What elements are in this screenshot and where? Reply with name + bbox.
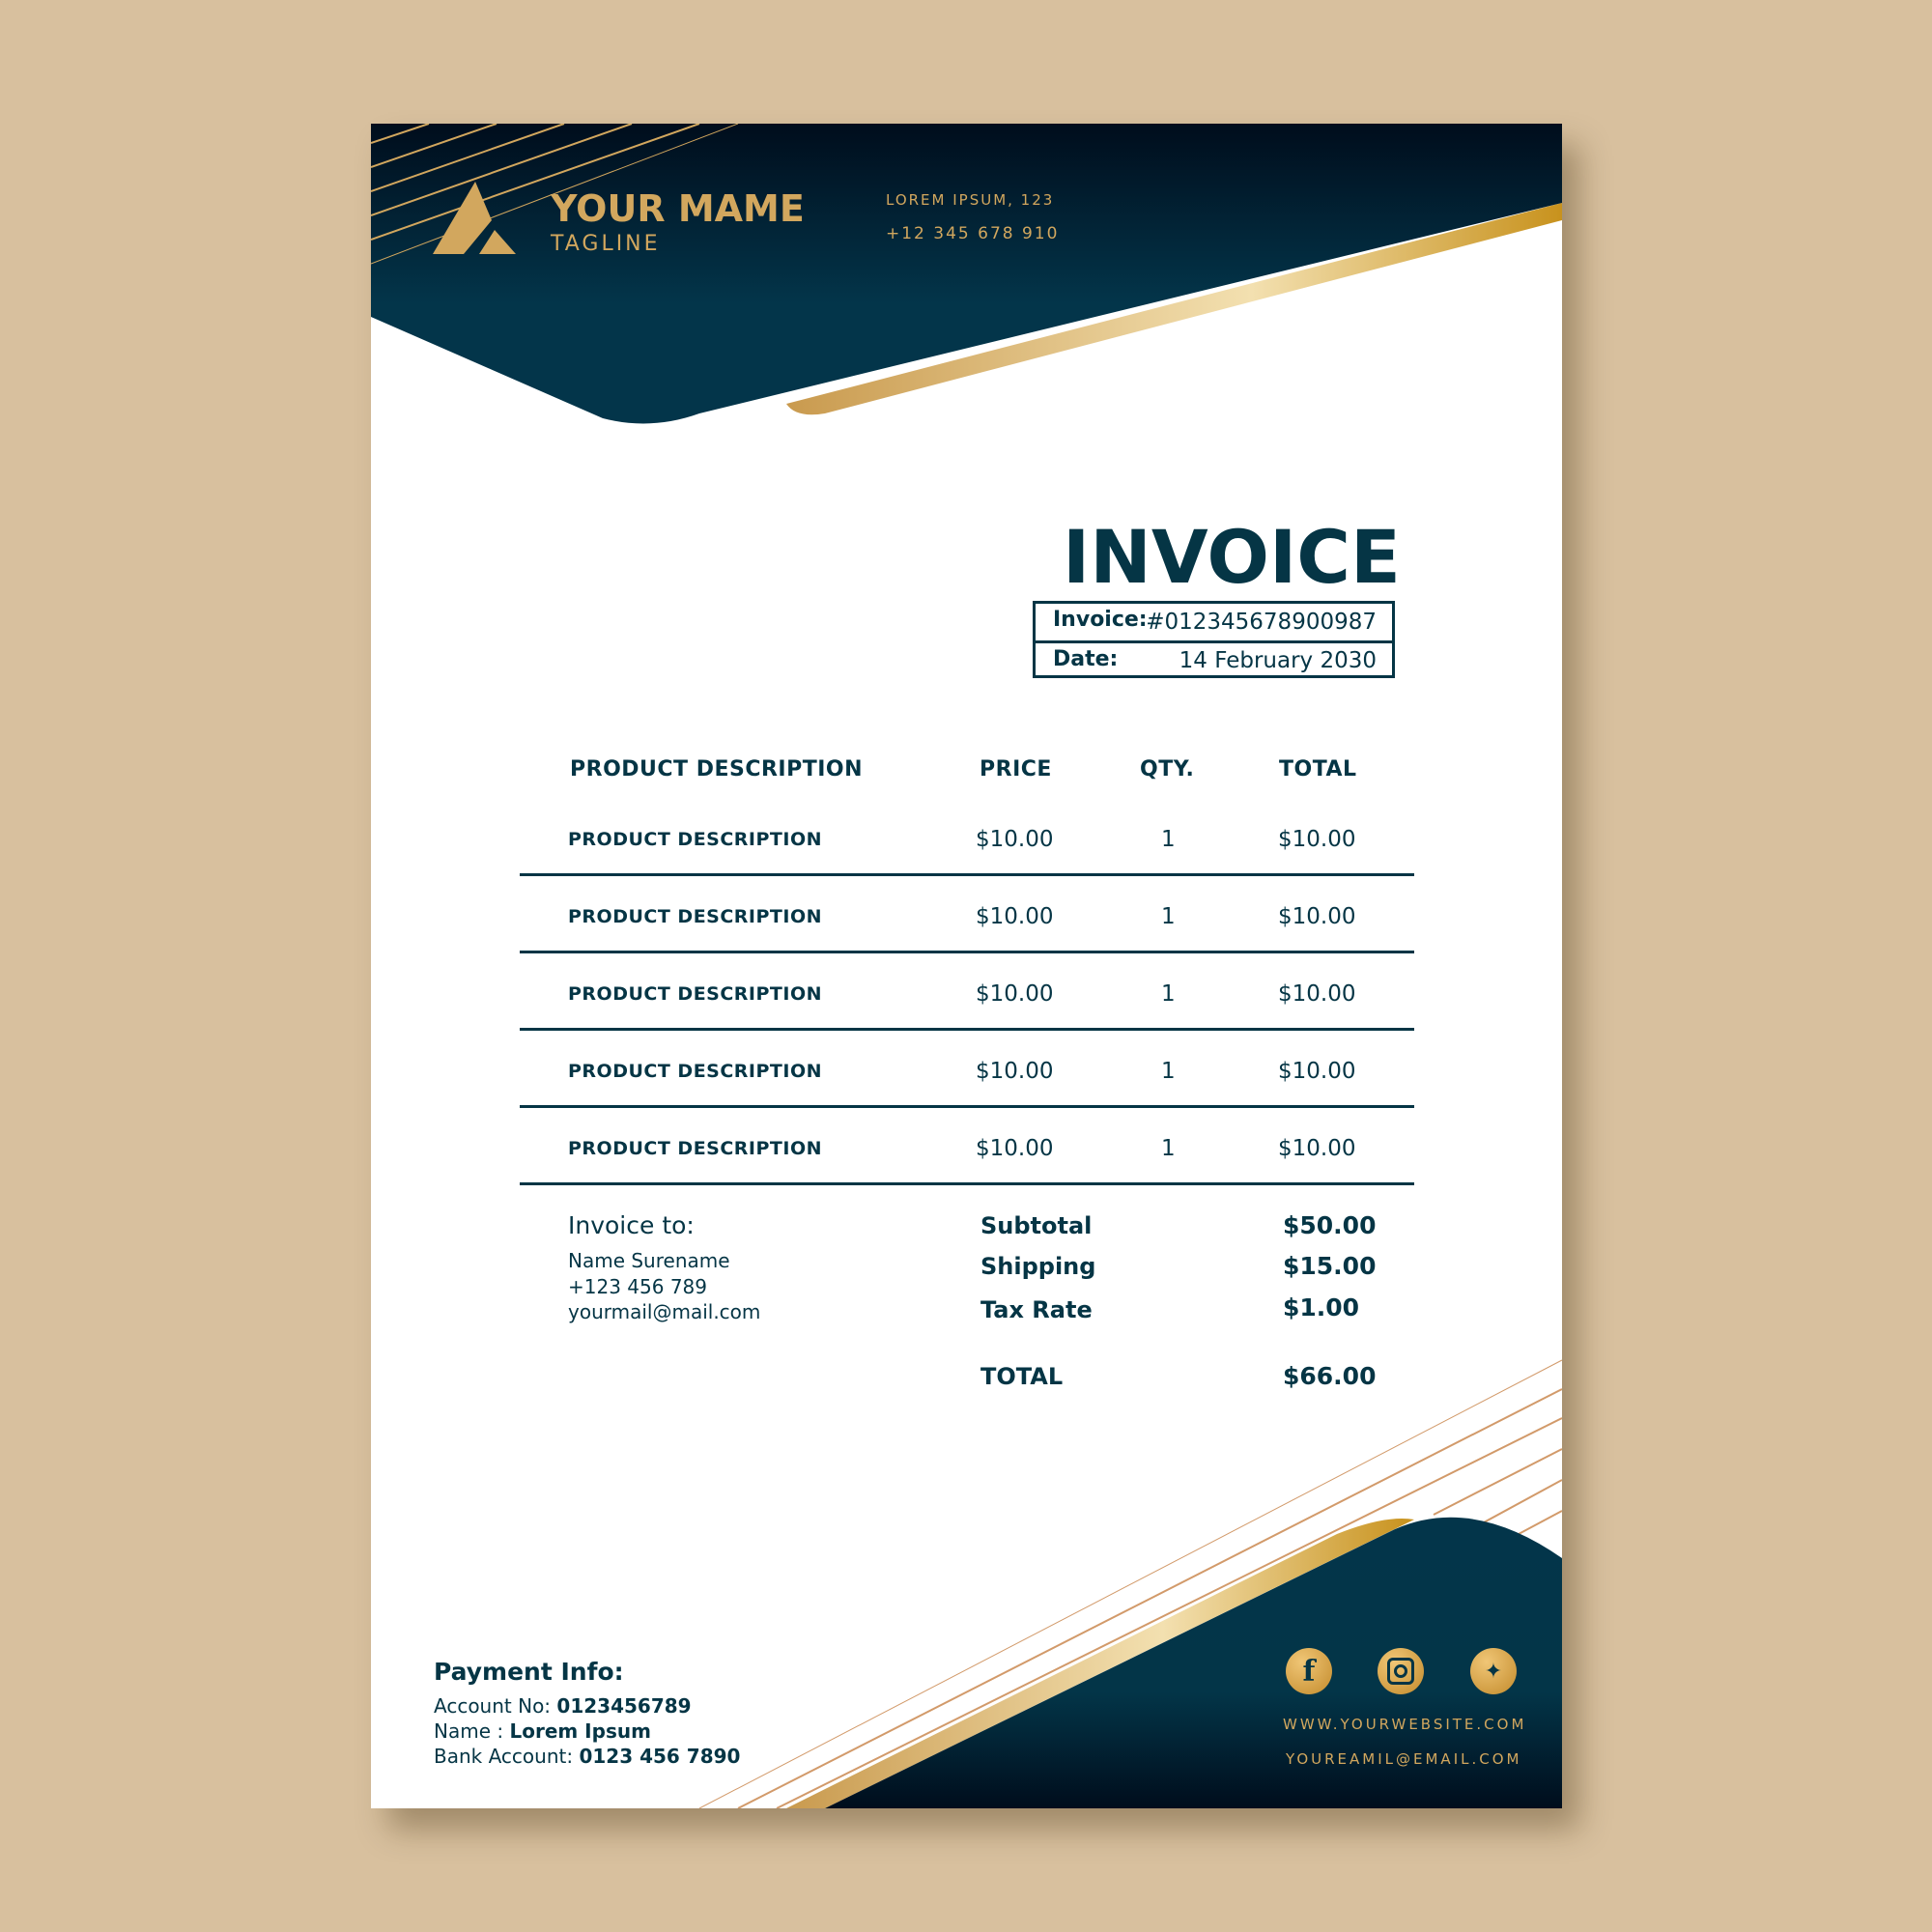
header-qty: QTY. [1140,757,1195,781]
row-price: $10.00 [976,981,1054,1007]
footer-website[interactable]: WWW.YOURWEBSITE.COM [1283,1716,1527,1733]
invoice-title: INVOICE [1063,514,1401,600]
subtotal-label: Subtotal [980,1212,1093,1239]
header-total: TOTAL [1279,757,1357,781]
row-price: $10.00 [976,827,1054,852]
row-qty: 1 [1161,904,1176,929]
payment-account [434,1694,692,1718]
invoice-date: 14 February 2030 [1179,648,1377,673]
company-name: YOUR MAME [551,187,805,230]
row-total: $10.00 [1278,981,1356,1007]
bill-to-phone: +123 456 789 [568,1275,707,1298]
name-label: Name : [434,1719,510,1743]
header-navy-shape [371,124,1562,423]
header-description: PRODUCT DESCRIPTION [570,757,864,781]
invoice-number-label: Invoice: [1053,608,1148,632]
row-price: $10.00 [976,904,1054,929]
row-qty: 1 [1161,827,1176,852]
bill-to-name: Name Surename [568,1249,730,1272]
header-phone: +12 345 678 910 [886,224,1060,243]
invoice-date-label: Date: [1053,647,1119,671]
bill-to-email: yourmail@mail.com [568,1300,761,1323]
bank-value: 0123 456 7890 [579,1745,741,1768]
decorative-shapes [371,124,1562,1808]
row-total: $10.00 [1278,827,1356,852]
row-qty: 1 [1161,1136,1176,1161]
row-divider [520,1182,1414,1185]
header-address: LOREM IPSUM, 123 [886,191,1055,209]
row-total: $10.00 [1278,904,1356,929]
company-tagline: TAGLINE [551,232,661,256]
row-description: PRODUCT DESCRIPTION [568,829,823,850]
invoice-meta-box [1033,601,1395,678]
row-divider [520,951,1414,953]
tax-label: Tax Rate [980,1296,1093,1323]
bill-to-label: Invoice to: [568,1211,695,1239]
row-description: PRODUCT DESCRIPTION [568,983,823,1005]
payment-bank [434,1745,740,1768]
row-qty: 1 [1161,981,1176,1007]
payment-title: Payment Info: [434,1658,624,1686]
total-value: $66.00 [1283,1362,1377,1390]
bank-label: Bank Account: [434,1745,580,1768]
instagram-icon[interactable] [1378,1648,1424,1694]
twitter-icon[interactable]: ✦ [1470,1648,1517,1694]
row-description: PRODUCT DESCRIPTION [568,1138,823,1159]
invoice-page [371,124,1562,1808]
shipping-value: $15.00 [1283,1252,1377,1280]
shipping-label: Shipping [980,1253,1096,1280]
row-divider [520,1028,1414,1031]
account-label: Account No: [434,1694,557,1718]
row-description: PRODUCT DESCRIPTION [568,906,823,927]
tax-value: $1.00 [1283,1293,1360,1321]
row-qty: 1 [1161,1059,1176,1084]
row-divider [520,1105,1414,1108]
subtotal-value: $50.00 [1283,1211,1377,1239]
row-description: PRODUCT DESCRIPTION [568,1061,823,1082]
total-label: TOTAL [980,1363,1064,1390]
row-total: $10.00 [1278,1136,1356,1161]
name-value: Lorem Ipsum [509,1719,651,1743]
account-value: 0123456789 [556,1694,692,1718]
footer-email[interactable]: YOUREAMIL@EMAIL.COM [1286,1750,1522,1768]
row-total: $10.00 [1278,1059,1356,1084]
header-price: PRICE [980,757,1052,781]
row-price: $10.00 [976,1059,1054,1084]
invoice-number: #012345678900987 [1146,610,1377,635]
payment-name [434,1719,651,1743]
row-divider [520,873,1414,876]
row-price: $10.00 [976,1136,1054,1161]
facebook-icon[interactable]: f [1286,1648,1332,1694]
